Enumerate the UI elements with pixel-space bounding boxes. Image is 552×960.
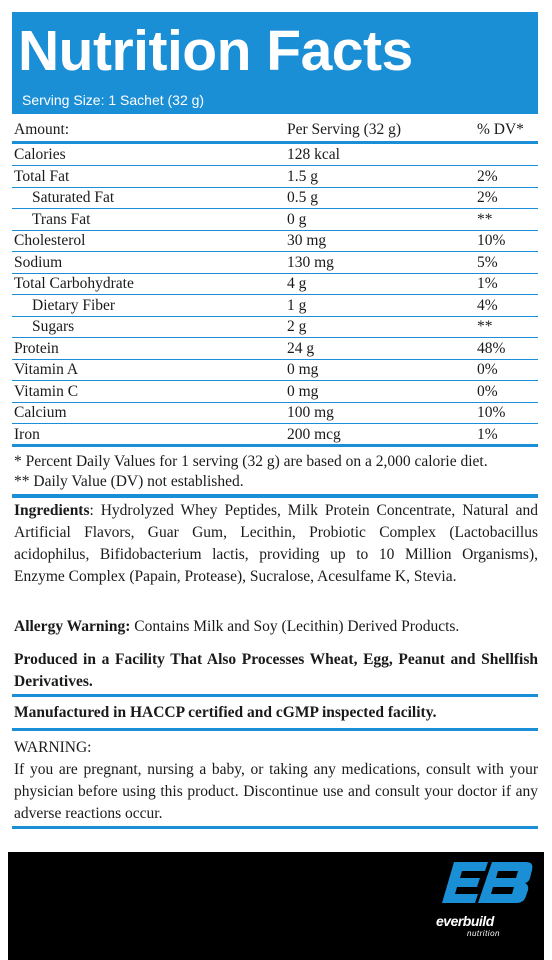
footnote-not-established: ** Daily Value (DV) not established. [14,473,244,490]
allergy-label: Allergy Warning: [14,618,131,635]
nutrient-name: Calcium [14,404,67,421]
nutrient-dv: 0% [477,382,498,400]
page-title: Nutrition Facts [18,19,413,83]
amount-header: Amount: [14,121,70,138]
nutrient-dv: ** [477,318,493,335]
table-bottom-divider [12,444,538,447]
nutrient-amount: 1.5 g [287,167,318,185]
footnote-dv: * Percent Daily Values for 1 serving (32 g) are based on a 2,000 calorie diet. [14,453,488,470]
manufactured-divider [12,728,538,731]
nutrient-dv: 48% [477,339,506,357]
nutrient-dv: 10% [477,404,506,421]
nutrient-amount: 0.5 g [287,189,318,206]
nutrient-dv: ** [477,210,493,228]
nutrient-amount: 130 mg [287,253,334,271]
nutrient-amount: 1 g [287,296,307,314]
table-row [12,209,538,231]
nutrient-dv: 1% [477,425,498,443]
nutrient-name: Saturated Fat [32,189,115,206]
ingredients-text: : Hydrolyzed Whey Peptides, Milk Protein Concentrate, Natural and Artificial Flavors, Guar Gum, Lecithin, Probiotic Complex (Lactobacillus acidophilus, Bifidobacterium lactis, providing up to 10 Million Organisms), Enzyme Complex (Papain, Protease), Sucralose, Acesulfame K, Stevia. [14,502,538,585]
nutrient-name: Sugars [32,318,75,335]
nutrient-name: Sodium [14,253,63,271]
warning-text: If you are pregnant, nursing a baby, or taking any medications, consult with your physician before using this product. Discontinue use and consult your doctor if any adverse reactions occur. [14,761,538,822]
nutrient-dv: 0% [477,361,498,378]
nutrient-dv: 5% [477,253,498,271]
nutrient-amount: 24 g [287,339,315,357]
facility-notice: Produced in a Facility That Also Processes Wheat, Egg, Peanut and Shellfish Derivatives. [14,651,538,690]
serving-size: Serving Size: 1 Sachet (32 g) [22,92,205,108]
table-row [12,187,538,209]
nutrient-name: Trans Fat [32,210,91,228]
nutrient-dv: 4% [477,296,498,314]
ingredients-label: Ingredients [14,502,90,519]
nutrient-amount: 30 mg [287,232,327,249]
table-row [12,316,538,338]
table-row [12,166,538,188]
nutrient-dv: 2% [477,189,498,206]
table-header-row [12,119,538,141]
allergy-text: Contains Milk and Soy (Lecithin) Derived Products. [130,618,460,635]
table-row [12,338,538,360]
nutrient-name: Total Carbohydrate [14,275,134,292]
warning-title: WARNING: [14,739,92,756]
table-row [12,359,538,381]
nutrition-header [12,12,538,114]
per-serving-header: Per Serving (32 g) [287,121,402,138]
footnote-divider [12,494,538,498]
nutrient-amount: 100 mg [287,404,334,421]
nutrient-dv: 10% [477,232,506,249]
facility-divider [12,694,538,697]
nutrient-amount: 0 mg [287,361,319,378]
manufactured-notice: Manufactured in HACCP certified and cGMP inspected facility. [14,704,437,721]
table-row [12,230,538,252]
table-row [12,424,538,445]
nutrient-dv: 2% [477,167,498,185]
nutrient-dv: 1% [477,275,498,292]
nutrient-name: Protein [14,339,59,357]
nutrient-name: Vitamin A [14,361,79,378]
table-row [12,273,538,295]
nutrient-amount: 0 g [287,210,307,228]
table-row [12,295,538,317]
table-row [12,144,538,166]
brand-subtitle: nutrition [467,929,500,938]
ingredients [14,500,538,588]
table-row [12,381,538,403]
dv-header: % DV* [477,121,524,138]
nutrient-amount: 200 mcg [287,425,341,443]
table-row [12,402,538,424]
warning-divider [12,826,538,829]
nutrient-amount: 4 g [287,275,307,292]
table-row [12,252,538,274]
nutrient-name: Calories [14,146,66,163]
nutrient-name: Iron [14,425,40,443]
nutrient-name: Cholesterol [14,232,86,249]
allergy-warning [14,616,538,638]
nutrient-amount: 0 mg [287,382,319,400]
brand-name: everbuild [436,913,494,929]
nutrient-name: Dietary Fiber [32,296,116,314]
nutrient-amount: 2 g [287,318,307,335]
nutrient-name: Total Fat [14,167,70,185]
nutrient-name: Vitamin C [14,382,79,400]
nutrient-amount: 128 kcal [287,146,340,163]
